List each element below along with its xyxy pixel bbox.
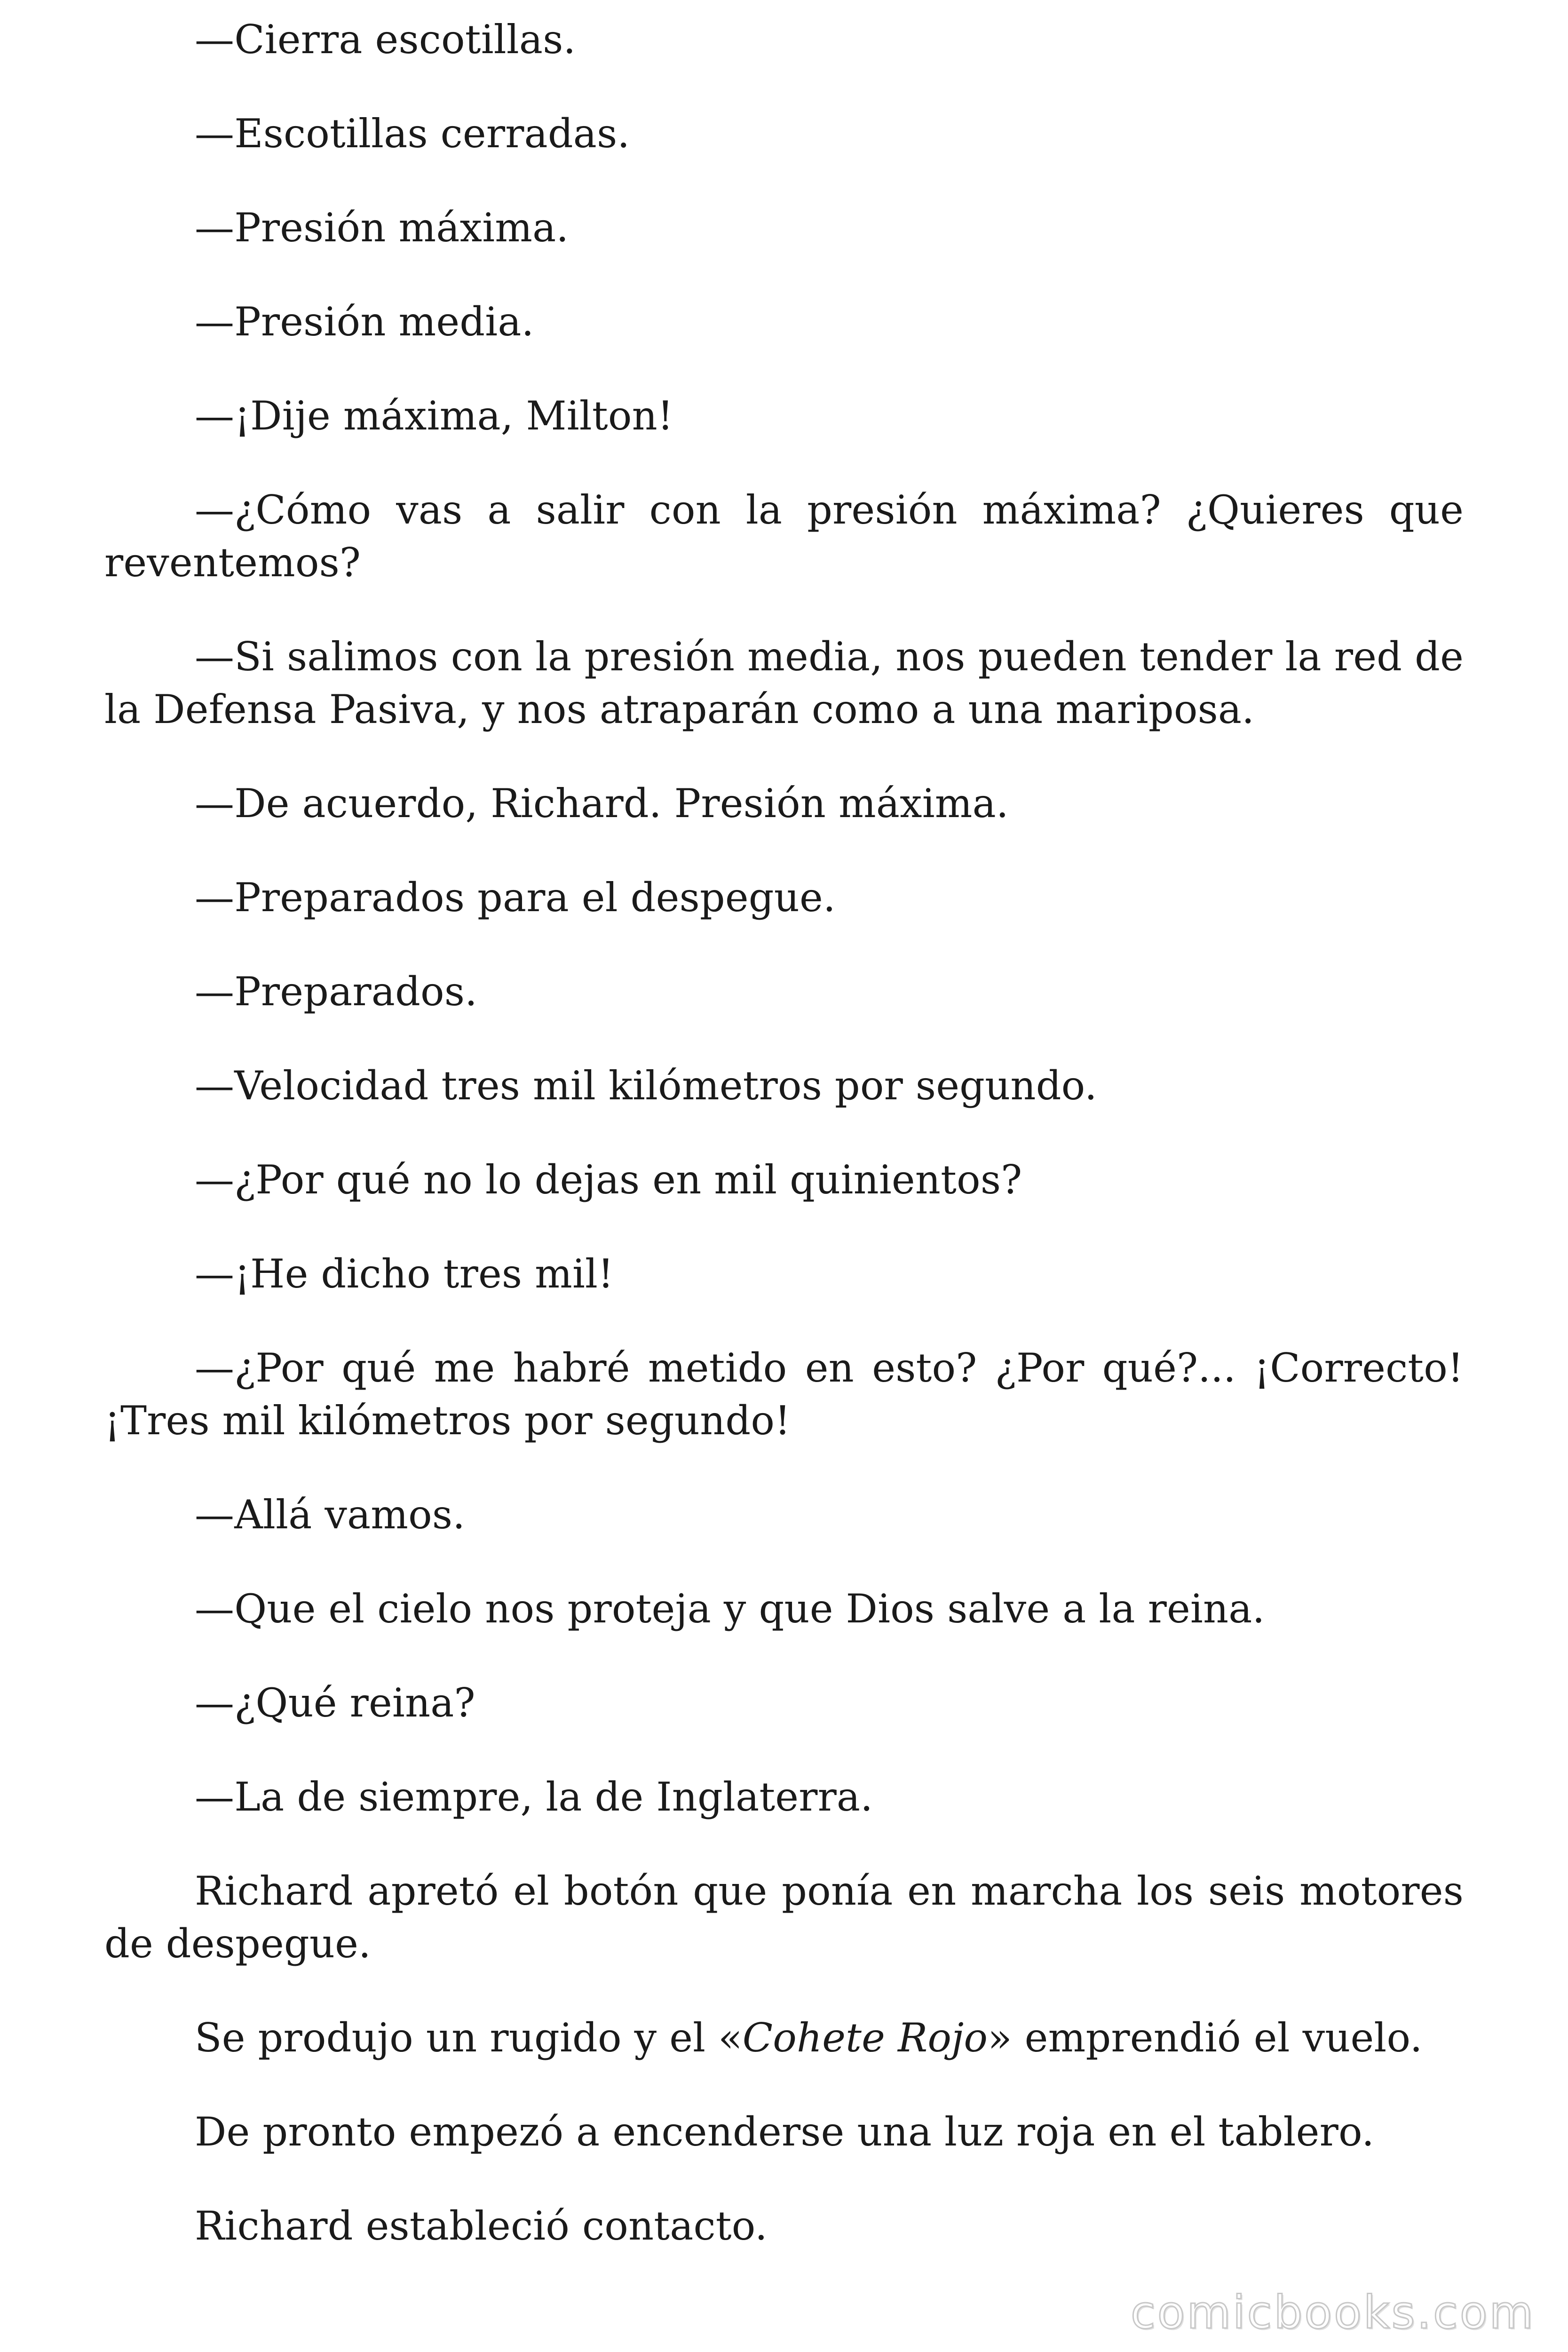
- rocket-text-after: » emprendió el vuelo.: [988, 2015, 1423, 2061]
- paragraph-6: —¿Cómo vas a salir con la presión máxima? ¿Quieres que reventemos?: [104, 487, 1464, 586]
- rocket-name: Cohete Rojo: [742, 2015, 988, 2061]
- site-watermark: comicbooks.com: [1130, 2286, 1535, 2339]
- paragraph-2: —Escotillas cerradas.: [195, 111, 630, 157]
- paragraph-13: —¡He dicho tres mil!: [195, 1251, 614, 1297]
- paragraph-rocket: [104, 2011, 1464, 2064]
- paragraph-10: —Preparados.: [195, 969, 478, 1015]
- paragraph-5: —¡Dije máxima, Milton!: [195, 393, 673, 439]
- paragraph-16: —Que el cielo nos proteja y que Dios salve a la reina.: [195, 1586, 1265, 1632]
- paragraph-11: —Velocidad tres mil kilómetros por segundo.: [195, 1063, 1097, 1109]
- paragraph-22: Richard estableció contacto.: [195, 2203, 768, 2249]
- text-column: [104, 13, 1464, 2294]
- paragraph-8: —De acuerdo, Richard. Presión máxima.: [195, 780, 1009, 826]
- paragraph-12: —¿Por qué no lo dejas en mil quinientos?: [195, 1157, 1022, 1203]
- paragraph-17: —¿Qué reina?: [195, 1680, 475, 1726]
- paragraph-18: —La de siempre, la de Inglaterra.: [195, 1774, 873, 1820]
- paragraph-14: —¿Por qué me habré metido en esto? ¿Por qué?... ¡Correcto! ¡Tres mil kilómetros por segundo!: [104, 1345, 1464, 1444]
- paragraph-15: —Allá vamos.: [195, 1492, 466, 1538]
- paragraph-1: —Cierra escotillas.: [195, 16, 576, 63]
- paragraph-3: —Presión máxima.: [195, 205, 569, 251]
- paragraph-9: —Preparados para el despegue.: [195, 874, 836, 921]
- paragraph-21: De pronto empezó a encenderse una luz roja en el tablero.: [195, 2109, 1375, 2155]
- paragraph-19: Richard apretó el botón que ponía en marcha los seis motores de despegue.: [104, 1868, 1464, 1967]
- rocket-text-before: Se produjo un rugido y el «: [195, 2015, 743, 2061]
- paragraph-4: —Presión media.: [195, 299, 534, 345]
- paragraph-7: —Si salimos con la presión media, nos pueden tender la red de la Defensa Pasiva, y nos atraparán como a una mariposa.: [104, 634, 1464, 732]
